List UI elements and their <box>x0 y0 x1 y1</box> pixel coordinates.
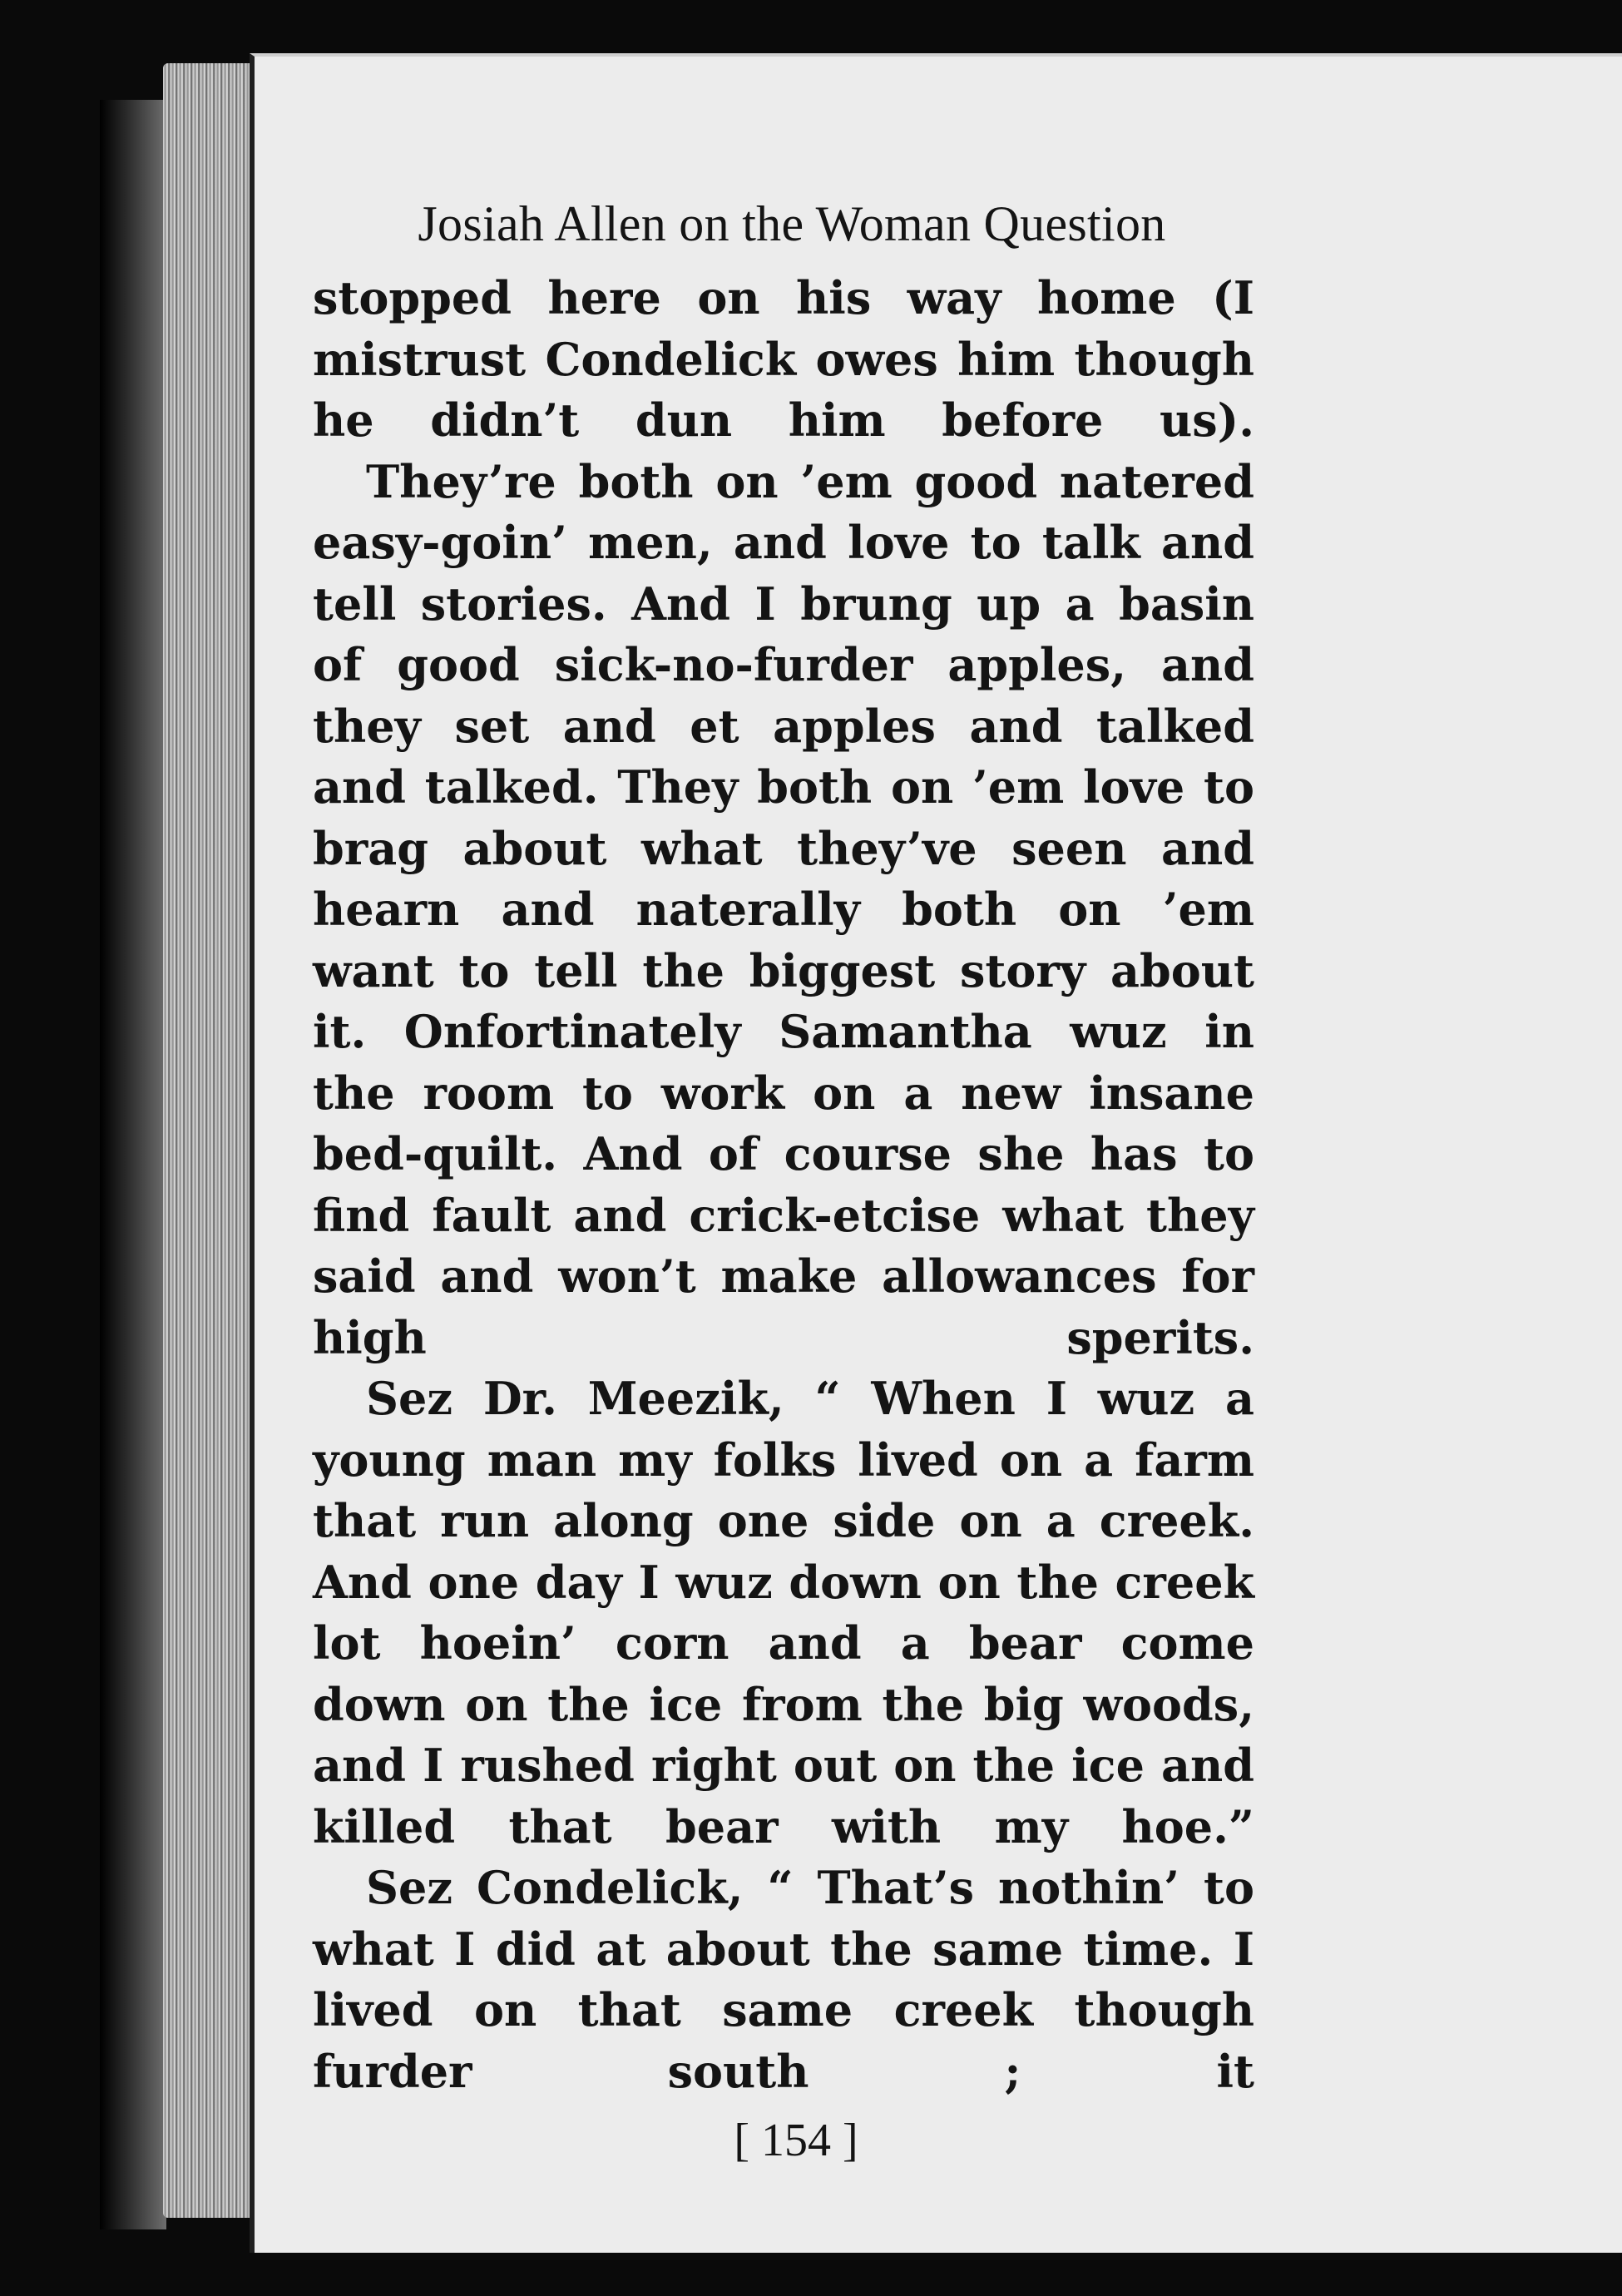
book-spine-shadow <box>100 100 166 2229</box>
paragraph-continued: stopped here on his way home (I mistrust Condelick owes him though he didn’t dun him before us). <box>313 271 1254 447</box>
text-block <box>313 195 1254 2167</box>
page-edges <box>163 63 256 2218</box>
paragraph-incomplete: Sez Condelick, “ That’s nothin’ to what I did at about the same time. I lived on that same creek though furder south ; it <box>313 1861 1254 2098</box>
paragraph: Sez Dr. Meezik, “ When I wuz a young man my folks lived on a farm that run along one side on a creek. And one day I wuz down on the creek lot hoein’ corn and a bear come down on the ice from the big woods, and I rushed right out on the ice and killed that bear with my hoe.” <box>313 1372 1254 1853</box>
paragraph: They’re both on ’em good natered easy-goin’ men, and love to talk and tell stories. And I brung up a basin of good sick-no-furder apples, and they set and et apples and talked and talked. They both on ’em love to brag about what they’ve seen and hearn and naterally both on ’em want to tell the biggest story about it. Onfortinately Samantha wuz in the room to work on a new insane bed-quilt. And of course she has to find fault and crick-etcise what they said and won’t make allowances for high sperits. <box>313 454 1254 1364</box>
running-head: Josiah Allen on the Woman Question <box>418 196 1166 251</box>
page-number: [ 154 ] <box>734 2115 858 2166</box>
